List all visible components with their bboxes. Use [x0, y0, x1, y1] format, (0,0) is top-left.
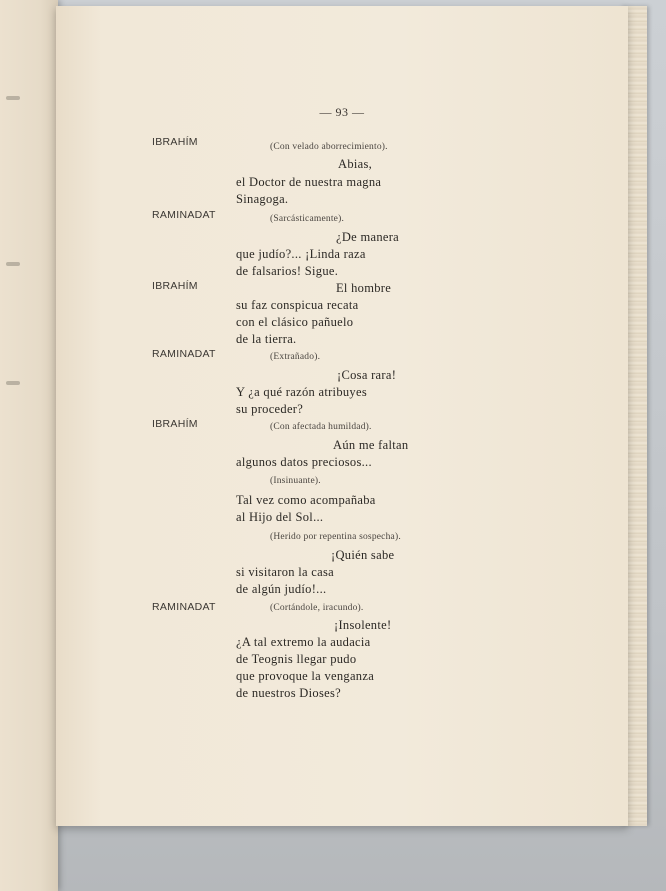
stage-direction: (Extrañado).: [270, 352, 321, 362]
verse-line: que judío?... ¡Linda raza: [236, 247, 366, 261]
verse-line: de falsarios! Sigue.: [236, 264, 339, 278]
verse-line: con el clásico pañuelo: [236, 315, 354, 329]
stage-direction: (Con afectada humildad).: [270, 422, 372, 432]
facing-page-mark: [6, 96, 20, 100]
verse-line: que provoque la venganza: [236, 669, 375, 683]
speaker-name: IBRAHÍM: [152, 418, 198, 430]
stage-direction: (Herido por repentina sospecha).: [270, 532, 401, 542]
verse-line: su proceder?: [236, 402, 304, 416]
speaker-name: RAMINADAT: [152, 601, 216, 613]
verse-line: Abias,: [338, 157, 373, 171]
speaker-name: RAMINADAT: [152, 348, 216, 360]
verse-line: de algún judío!...: [236, 582, 327, 596]
stage-direction: (Sarcásticamente).: [270, 214, 345, 224]
stage-direction: (Cortándole, iracundo).: [270, 603, 364, 613]
stage-direction: (Insinuante).: [270, 476, 321, 486]
verse-line: ¡Quién sabe: [331, 548, 395, 562]
verse-line: ¡Insolente!: [334, 618, 392, 632]
facing-page-mark: [6, 381, 20, 385]
verse-line: el Doctor de nuestra magna: [236, 175, 382, 189]
verse-line: de nuestros Dioses?: [236, 686, 341, 700]
verse-line: de la tierra.: [236, 332, 297, 346]
verse-line: Sinagoga.: [236, 192, 289, 206]
verse-line: ¡Cosa rara!: [337, 368, 397, 382]
speaker-name: IBRAHÍM: [152, 280, 198, 292]
verse-line: ¿A tal extremo la audacia: [236, 635, 371, 649]
verse-line: de Teognis llegar pudo: [236, 652, 357, 666]
verse-line: El hombre: [336, 281, 392, 295]
verse-line: Y ¿a qué razón atribuyes: [236, 385, 367, 399]
facing-page-edge: [0, 0, 58, 891]
verse-line: Tal vez como acompañaba: [236, 493, 376, 507]
facing-page-mark: [6, 262, 20, 266]
verse-line: Aún me faltan: [333, 438, 409, 452]
book-page: [56, 6, 628, 826]
verse-line: ¿De manera: [336, 230, 400, 244]
speaker-name: RAMINADAT: [152, 209, 216, 221]
verse-line: al Hijo del Sol...: [236, 510, 324, 524]
speaker-name: IBRAHÍM: [152, 136, 198, 148]
stage-direction: (Con velado aborrecimiento).: [270, 142, 388, 152]
page-number: — 93 —: [319, 105, 365, 119]
verse-line: su faz conspicua recata: [236, 298, 359, 312]
verse-line: si visitaron la casa: [236, 565, 334, 579]
verse-line: algunos datos preciosos...: [236, 455, 372, 469]
